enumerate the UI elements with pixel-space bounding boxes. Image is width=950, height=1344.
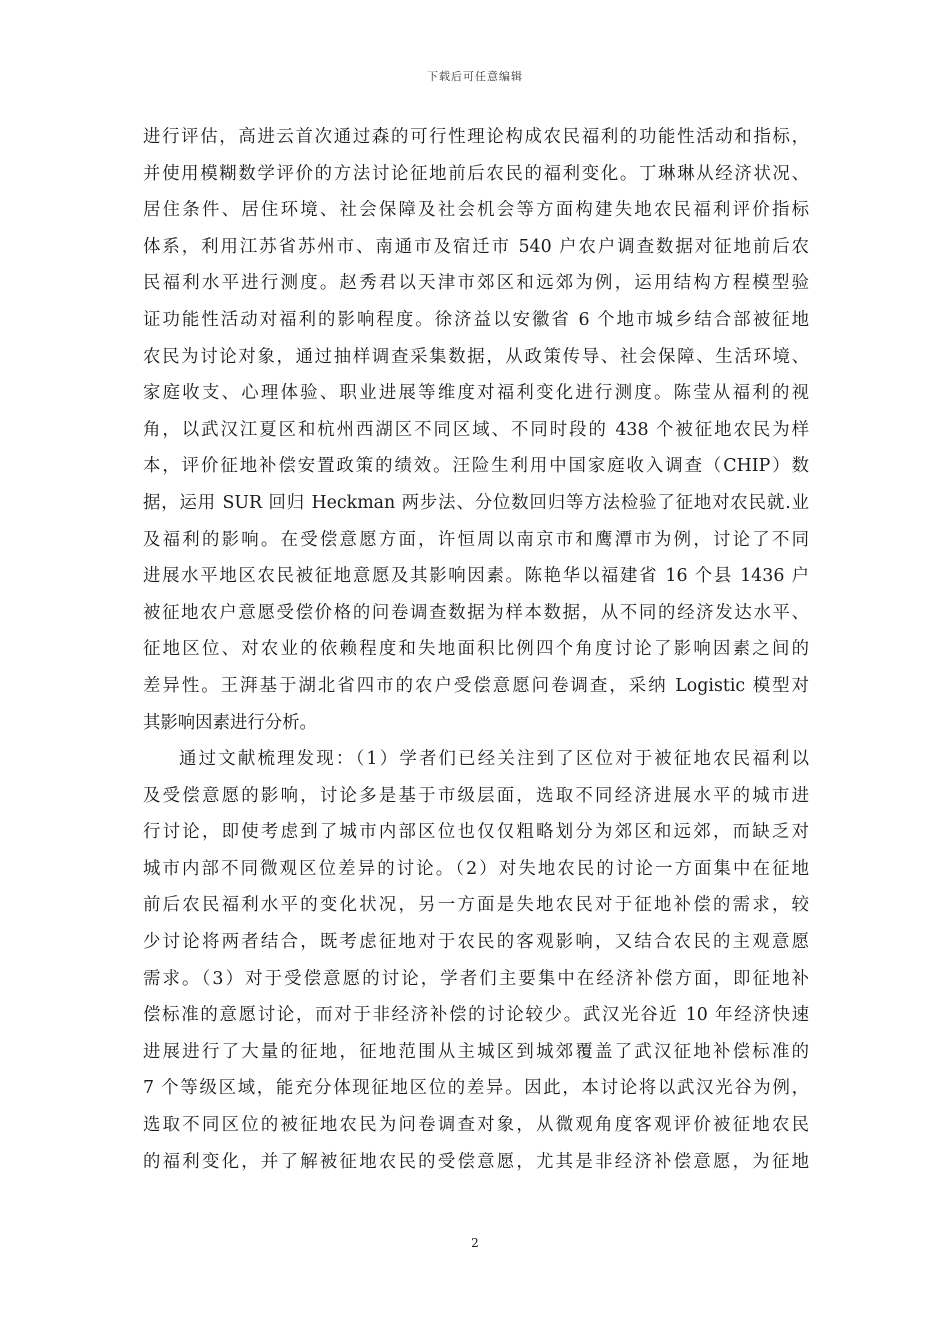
text-line: 需求。（3）对于受偿意愿的讨论，学者们主要集中在经济补偿方面，即征地补 <box>143 968 809 989</box>
text-line: 体系，利用江苏省苏州市、南通市及宿迁市 540 户农户调查数据对征地前后农 <box>143 236 809 257</box>
paragraph-1 <box>143 119 809 741</box>
text-line: 据，运用 SUR 回归 Heckman 两步法、分位数回归等方法检验了征地对农民就.业 <box>143 492 809 513</box>
text-line: 通过文献梳理发现：（1）学者们已经关注到了区位对于被征地农民福利以 <box>179 749 809 770</box>
text-line: 及受偿意愿的影响，讨论多是基于市级层面，选取不同经济进展水平的城市进 <box>143 785 809 806</box>
text-line: 居住条件、居住环境、社会保障及社会机会等方面构建失地农民福利评价指标 <box>143 200 809 221</box>
text-line: 城市内部不同微观区位差异的讨论。（2）对失地农民的讨论一方面集中在征地 <box>143 858 809 879</box>
text-line: 进行评估，高进云首次通过森的可行性理论构成农民福利的功能性活动和指标， <box>143 127 809 147</box>
text-line: 征地区位、对农业的依赖程度和失地面积比例四个角度讨论了影响因素之间的 <box>143 639 809 660</box>
text-line: 被征地农户意愿受偿价格的问卷调查数据为样本数据，从不同的经济发达水平、 <box>143 602 809 623</box>
page-number: 2 <box>471 1236 479 1250</box>
text-line: 7 个等级区域，能充分体现征地区位的差异。因此，本讨论将以武汉光谷为例， <box>143 1078 809 1099</box>
paragraph-2 <box>143 741 809 1180</box>
text-line: 前后农民福利水平的变化状况，另一方面是失地农民对于征地补偿的需求，较 <box>143 895 809 916</box>
text-line: 家庭收支、心理体验、职业进展等维度对福利变化进行测度。陈莹从福利的视 <box>143 383 809 404</box>
text-line: 进展进行了大量的征地，征地范围从主城区到城郊覆盖了武汉征地补偿标准的 <box>143 1041 809 1062</box>
page-header: 下载后可任意编辑 <box>427 70 523 83</box>
text-line: 的福利变化，并了解被征地农民的受偿意愿，尤其是非经济补偿意愿，为征地 <box>143 1151 809 1172</box>
text-line: 选取不同区位的被征地农民为问卷调查对象，从微观角度客观评价被征地农民 <box>143 1115 809 1136</box>
text-line: 并使用模糊数学评价的方法讨论征地前后农民的福利变化。丁琳琳从经济状况、 <box>143 163 809 184</box>
text-line: 民福利水平进行测度。赵秀君以天津市郊区和远郊为例，运用结构方程模型验 <box>143 273 809 294</box>
text-line: 本，评价征地补偿安置政策的绩效。汪险生利用中国家庭收入调查（CHIP）数 <box>143 456 809 477</box>
text-line: 差异性。王湃基于湖北省四市的农户受偿意愿问卷调查，采纳 Logistic 模型对 <box>143 675 809 696</box>
text-line: 角，以武汉江夏区和杭州西湖区不同区域、不同时段的 438 个被征地农民为样 <box>143 419 809 440</box>
document-body <box>143 119 809 1180</box>
text-line: 及福利的影响。在受偿意愿方面，许恒周以南京市和鹰潭市为例，讨论了不同 <box>143 529 809 550</box>
text-line: 农民为讨论对象，通过抽样调查采集数据，从政策传导、社会保障、生活环境、 <box>143 346 809 367</box>
text-line: 少讨论将两者结合，既考虑征地对于农民的客观影响，又结合农民的主观意愿 <box>143 932 809 953</box>
text-line: 偿标准的意愿讨论，而对于非经济补偿的讨论较少。武汉光谷近 10 年经济快速 <box>143 1005 809 1026</box>
text-line: 证功能性活动对福利的影响程度。徐济益以安徽省 6 个地市城乡结合部被征地 <box>143 309 809 330</box>
text-line: 行讨论，即使考虑到了城市内部区位也仅仅粗略划分为郊区和远郊，而缺乏对 <box>143 822 809 843</box>
text-line: 其影响因素进行分析。 <box>143 712 317 733</box>
text-line: 进展水平地区农民被征地意愿及其影响因素。陈艳华以福建省 16 个县 1436 户 <box>143 566 809 587</box>
